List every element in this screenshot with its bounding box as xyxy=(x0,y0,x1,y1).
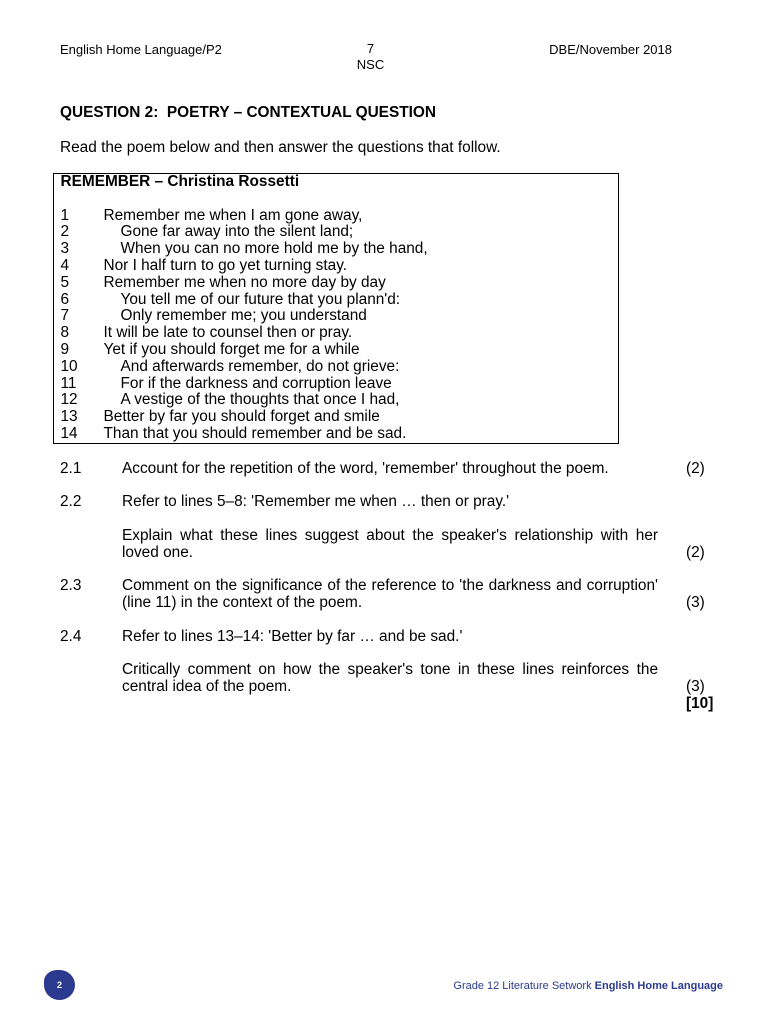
question-marks: (2) xyxy=(686,543,705,561)
poem-line xyxy=(61,224,619,241)
line-text: Better by far you should forget and smile xyxy=(103,408,380,426)
line-text: Yet if you should forget me for a while xyxy=(103,340,360,358)
poem-line xyxy=(61,208,619,225)
poem-line xyxy=(61,308,619,325)
line-number: 13 xyxy=(60,408,78,426)
poem-line xyxy=(61,325,619,342)
question-text: Account for the repetition of the word, 'remember' throughout the poem. xyxy=(122,459,609,477)
footer-series-label: Grade 12 Literature Setwork xyxy=(453,980,592,992)
line-number: 1 xyxy=(60,206,70,224)
question-number: 2.2 xyxy=(60,493,82,511)
line-text: You tell me of our future that you plann'd: xyxy=(120,290,401,308)
question-text: Refer to lines 5–8: 'Remember me when … then or pray.' xyxy=(122,493,510,511)
poem-line xyxy=(61,409,619,426)
footer-text xyxy=(453,979,723,993)
question-heading: QUESTION 2: POETRY – CONTEXTUAL QUESTION xyxy=(60,103,436,121)
poem-line xyxy=(61,258,619,275)
question-text: Critically comment on how the speaker's tone in these lines reinforces the central idea of the poem. xyxy=(122,661,658,695)
poem-line xyxy=(61,292,619,309)
question-number: 2.1 xyxy=(60,459,82,477)
question-text: Explain what these lines suggest about the speaker's relationship with her loved one. xyxy=(122,526,658,561)
total-row xyxy=(60,696,736,713)
line-number: 5 xyxy=(60,273,70,291)
line-number: 12 xyxy=(60,391,78,409)
poem-title: REMEMBER – Christina Rossetti xyxy=(60,173,300,190)
line-number: 2 xyxy=(60,223,70,241)
line-text: Only remember me; you understand xyxy=(120,307,367,325)
page-badge: 2 xyxy=(44,970,75,1000)
line-number: 6 xyxy=(60,290,70,308)
question-number: 2.4 xyxy=(60,627,82,645)
poem-box xyxy=(53,173,619,444)
line-number: 4 xyxy=(60,256,70,274)
header-exam-date: DBE/November 2018 xyxy=(549,42,672,57)
line-number: 8 xyxy=(60,324,70,342)
line-number: 14 xyxy=(60,424,78,442)
total-marks: [10] xyxy=(686,694,714,712)
question-list xyxy=(60,461,736,713)
line-text: Gone far away into the silent land; xyxy=(120,223,354,241)
line-text: It will be late to counsel then or pray. xyxy=(103,324,353,342)
line-text: Than that you should remember and be sad. xyxy=(103,424,407,442)
question-text: Comment on the significance of the reference to 'the darkness and corruption' (line 11) in the context of the poem. xyxy=(122,577,658,611)
poem-line xyxy=(61,376,619,393)
instruction-text: Read the poem below and then answer the questions that follow. xyxy=(60,138,501,156)
line-text: For if the darkness and corruption leave xyxy=(120,374,392,392)
question-marks: (3) xyxy=(686,677,705,695)
header-paper-title: English Home Language/P2 xyxy=(60,42,222,57)
line-number: 3 xyxy=(60,240,70,258)
poem-line xyxy=(61,275,619,292)
header-page-number: 7 xyxy=(366,41,375,56)
line-text: Remember me when no more day by day xyxy=(103,273,386,291)
poem-line xyxy=(61,241,619,258)
poem-line xyxy=(61,392,619,409)
question-item xyxy=(60,494,736,511)
question-item xyxy=(60,578,736,612)
line-text: Nor I half turn to go yet turning stay. xyxy=(103,256,348,274)
header-page-info xyxy=(340,41,401,73)
question-text: Refer to lines 13–14: 'Better by far … and be sad.' xyxy=(122,627,463,645)
poem-line xyxy=(61,359,619,376)
question-marks: (3) xyxy=(686,593,705,611)
line-text: And afterwards remember, do not grieve: xyxy=(120,357,400,375)
line-number: 10 xyxy=(60,357,78,375)
question-item-part xyxy=(60,662,736,696)
line-number: 11 xyxy=(60,374,77,392)
poem-line xyxy=(61,342,619,359)
line-text: Remember me when I am gone away, xyxy=(103,206,363,224)
line-text: A vestige of the thoughts that once I had, xyxy=(120,391,400,409)
line-text: When you can no more hold me by the hand, xyxy=(120,240,428,258)
question-item-part xyxy=(60,528,736,562)
poem-line xyxy=(61,426,619,443)
line-number: 7 xyxy=(60,307,70,325)
header-nsc: NSC xyxy=(356,57,385,72)
question-marks: (2) xyxy=(686,459,705,477)
question-item xyxy=(60,629,736,646)
question-number: 2.3 xyxy=(60,577,82,595)
footer-subject-label: English Home Language xyxy=(594,980,723,992)
question-item xyxy=(60,461,736,478)
line-number: 9 xyxy=(60,340,70,358)
